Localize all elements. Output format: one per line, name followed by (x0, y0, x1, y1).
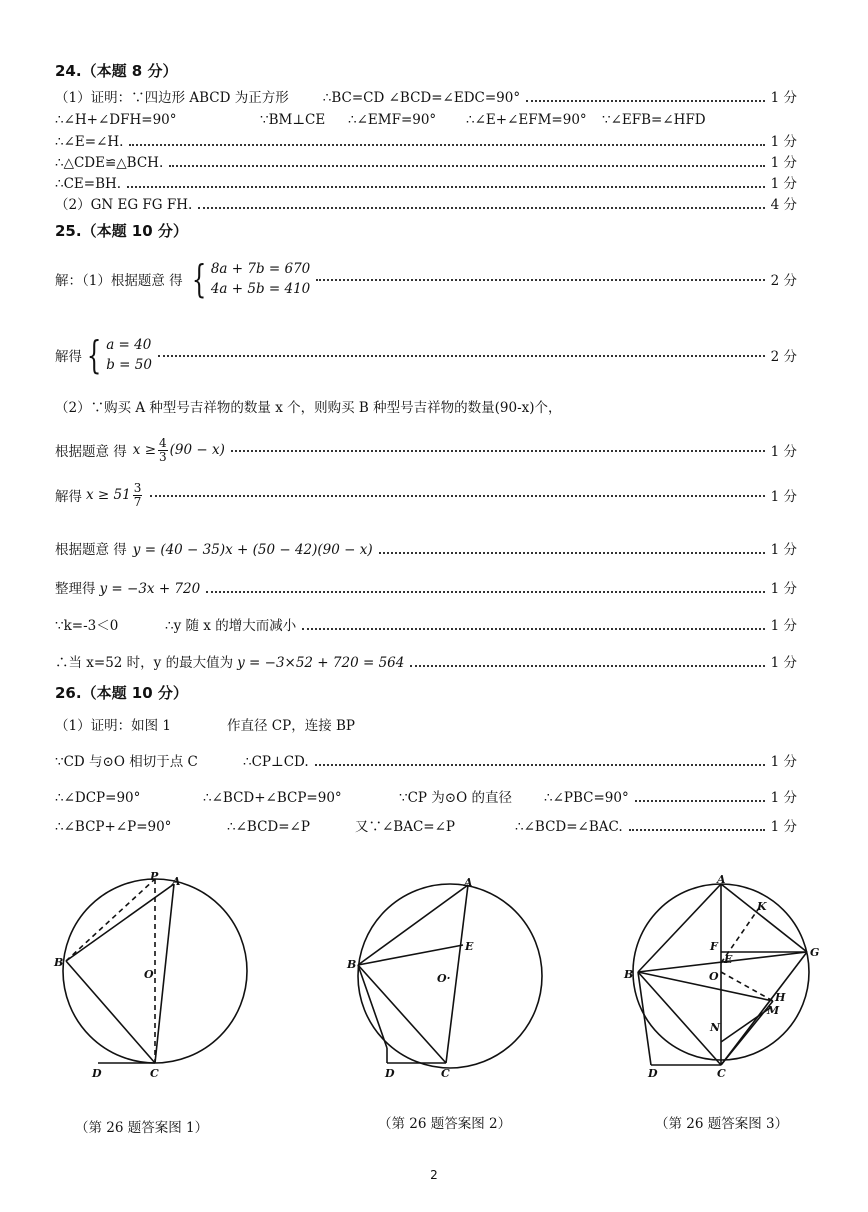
q25-l8-score: 1 分 (770, 618, 797, 634)
q24-line-3 (55, 128, 797, 150)
leader-dots (302, 627, 764, 630)
segment-bd (638, 972, 651, 1065)
leader-dots (150, 494, 764, 497)
figure-3-caption: （第 26 题答案图 3） (655, 1116, 789, 1132)
q24-l4-a: ∴△CDE≌△BCH. (55, 155, 164, 171)
q26-l3-a: ∴∠DCP=90° (55, 790, 141, 806)
q24-l2-c: ∴∠EMF=90° (348, 112, 437, 128)
q24-line-1 (55, 84, 797, 106)
q26-l4-d: ∴∠BCD=∠BAC. (515, 819, 623, 835)
q26-l4-a: ∴∠BCP+∠P=90° (55, 819, 172, 835)
segment-ba (358, 885, 468, 965)
leader-dots (635, 799, 765, 802)
q24-line-5 (55, 170, 797, 192)
q25-l5-a: 解得 (55, 489, 82, 505)
label-d: D (385, 1067, 395, 1080)
segment-bd-upper (358, 965, 387, 1048)
q26-line-2 (55, 748, 797, 770)
label-a: A (717, 873, 726, 886)
q24-l1-score: 1 分 (770, 90, 797, 106)
label-b: B (624, 968, 634, 981)
q25-l3-a: （2）∵购买 A 种型号吉祥物的数量 x 个，则购买 B 种型号吉祥物的数量(90-x)个， (55, 400, 562, 416)
q25-line-2 (55, 331, 797, 379)
label-b: B (54, 956, 64, 969)
leader-dots (231, 449, 765, 452)
q26-l3-b: ∴∠BCD+∠BCP=90° (203, 790, 342, 806)
figure-3 (620, 868, 830, 1088)
leader-dots (526, 99, 765, 102)
q26-heading: 26.（本题 10 分） (55, 684, 188, 702)
q25-line-3 (55, 394, 797, 416)
label-e: E (724, 953, 733, 966)
q24-l3-a: ∴∠E=∠H. (55, 134, 124, 150)
brace-symbol: { (191, 257, 206, 301)
q25-l8-a: ∵k=-3＜0 (55, 618, 119, 634)
leader-dots (379, 551, 765, 554)
leader-dots (315, 763, 765, 766)
q26-line-4 (55, 813, 797, 835)
page-number: 2 (430, 1168, 438, 1182)
q26-l3-score: 1 分 (770, 790, 797, 806)
label-a: A (172, 875, 181, 888)
q25-sol-b: b = 50 (106, 357, 152, 373)
q24-line-2 (55, 106, 797, 128)
leader-dots (127, 185, 765, 188)
label-b: B (347, 958, 357, 971)
q24-l5-a: ∴CE=BH. (55, 176, 122, 192)
q24-l5-score: 1 分 (770, 176, 797, 192)
figure-2 (335, 868, 565, 1088)
q25-l1-score: 2 分 (770, 273, 797, 289)
q26-l4-score: 1 分 (770, 819, 797, 835)
q25-l4-score: 1 分 (770, 444, 797, 460)
q25-eq1: 8a + 7b = 670 (210, 261, 311, 277)
q25-l8-b: ∴y 随 x 的增大而减小 (165, 618, 297, 634)
leader-dots (410, 664, 764, 667)
q25-l9-m: y = −3×52 + 720 = 564 (237, 655, 405, 671)
label-m: M (767, 1004, 780, 1017)
segment-ac (155, 884, 174, 1063)
label-o: O· (437, 972, 451, 985)
q26-l3-c: ∵CP 为⊙O 的直径 (399, 790, 512, 806)
segment-ba (638, 884, 721, 972)
q24-l2-d: ∴∠E+∠EFM=90° (466, 112, 587, 128)
q25-l7-a: 整理得 (55, 581, 96, 597)
fraction-3-7: $\frac{3}{7}$ (133, 480, 142, 509)
q24-l6-a: （2）GN EG FG FH. (55, 197, 193, 213)
label-p: P (150, 870, 159, 883)
leader-dots (129, 143, 764, 146)
q25-line-6 (55, 536, 797, 558)
leader-dots (316, 278, 764, 281)
q25-l9-score: 1 分 (770, 655, 797, 671)
q24-l6-score: 4 分 (770, 197, 797, 213)
label-g: G (810, 946, 820, 959)
leader-dots (206, 590, 764, 593)
q25-l6-m: y = (40 − 35)x + (50 − 42)(90 − x) (132, 542, 373, 558)
q26-l3-d: ∴∠PBC=90° (544, 790, 629, 806)
q24-l1-b: ∴BC=CD ∠BCD=∠EDC=90° (322, 90, 521, 106)
q24-l2-e: ∵∠EFB=∠HFD (602, 112, 706, 128)
q24-line-6 (55, 191, 797, 213)
q25-line-7 (55, 575, 797, 597)
label-h: H (775, 991, 786, 1004)
q25-line-5 (55, 478, 797, 512)
label-e: E (465, 940, 474, 953)
q25-line-9 (55, 649, 797, 671)
q25-l2-score: 2 分 (770, 349, 797, 365)
q24-l3-score: 1 分 (770, 134, 797, 150)
q26-l4-b: ∴∠BCD=∠P (227, 819, 310, 835)
label-o: O (709, 970, 719, 983)
q25-l9-a: ∴当 x=52 时，y 的最大值为 (55, 655, 234, 671)
label-c: C (150, 1067, 159, 1080)
q25-sol-a: a = 40 (106, 337, 152, 353)
label-o: O (144, 968, 154, 981)
q24-l2-b: ∵BM⊥CE (260, 112, 326, 128)
q25-l7-score: 1 分 (770, 581, 797, 597)
leader-dots (158, 354, 765, 357)
q26-l4-c: 又∵∠BAC=∠P (355, 819, 456, 835)
segment-be (358, 945, 463, 965)
segment-bh (638, 972, 773, 1001)
figure-1-caption: （第 26 题答案图 1） (75, 1120, 209, 1136)
leader-dots (629, 828, 765, 831)
label-d: D (648, 1067, 658, 1080)
q26-l2-score: 1 分 (770, 754, 797, 770)
label-k: K (757, 900, 767, 913)
q26-l2-b: ∴CP⊥CD. (243, 754, 309, 770)
q25-system-1 (187, 259, 311, 299)
brace-symbol: { (86, 333, 102, 377)
q24-l4-score: 1 分 (770, 155, 797, 171)
label-d: D (92, 1067, 102, 1080)
leader-dots (198, 206, 764, 209)
q25-l6-a: 根据题意 得 (55, 542, 127, 558)
segment-ba (66, 884, 174, 961)
q26-l1-b: 作直径 CP，连接 BP (227, 718, 355, 734)
q26-l2-a: ∵CD 与⊙O 相切于点 C (55, 754, 198, 770)
segment-bc (66, 961, 155, 1063)
q24-line-4 (55, 149, 797, 171)
segment-ag (721, 884, 807, 952)
q24-l2-a: ∴∠H+∠DFH=90° (55, 112, 177, 128)
q25-line-1 (55, 255, 797, 303)
label-c: C (717, 1067, 726, 1080)
label-a: A (464, 876, 473, 889)
figure-1 (40, 868, 270, 1088)
q26-l1-a: （1）证明：如图 1 (55, 718, 171, 734)
label-n: N (710, 1021, 721, 1034)
segment-bc (638, 972, 721, 1065)
q25-line-8 (55, 612, 797, 634)
q25-l4-m1: x ≥ (132, 442, 157, 458)
q26-line-1 (55, 712, 797, 734)
q25-l5-m1: x ≥ 51 (86, 487, 131, 503)
segment-nm (721, 1008, 770, 1042)
q25-heading: 25.（本题 10 分） (55, 222, 188, 240)
q26-line-3 (55, 784, 797, 806)
q25-l6-score: 1 分 (770, 542, 797, 558)
q25-l5-score: 1 分 (770, 489, 797, 505)
figure-2-caption: （第 26 题答案图 2） (378, 1116, 512, 1132)
segment-oh (721, 972, 773, 1001)
q25-eq2: 4a + 5b = 410 (210, 281, 311, 297)
fraction-4-3: $\frac{4}{3}$ (159, 435, 167, 464)
label-f: F (710, 940, 718, 953)
leader-dots (169, 164, 764, 167)
q25-l4-m2: (90 − x) (169, 442, 225, 458)
q25-l2-a: 解得 (55, 349, 82, 365)
q24-heading: 24.（本题 8 分） (55, 62, 178, 80)
q25-line-4 (55, 433, 797, 467)
q25-system-2 (82, 335, 152, 375)
segment-bc (358, 965, 446, 1063)
q25-l4-a: 根据题意 得 (55, 444, 127, 460)
q24-l1-a: （1）证明：∵四边形 ABCD 为正方形 (55, 90, 289, 106)
q25-l7-m: y = −3x + 720 (99, 581, 201, 597)
label-c: C (441, 1067, 450, 1080)
q25-l1-a: 解：（1）根据题意 得 (55, 273, 183, 289)
